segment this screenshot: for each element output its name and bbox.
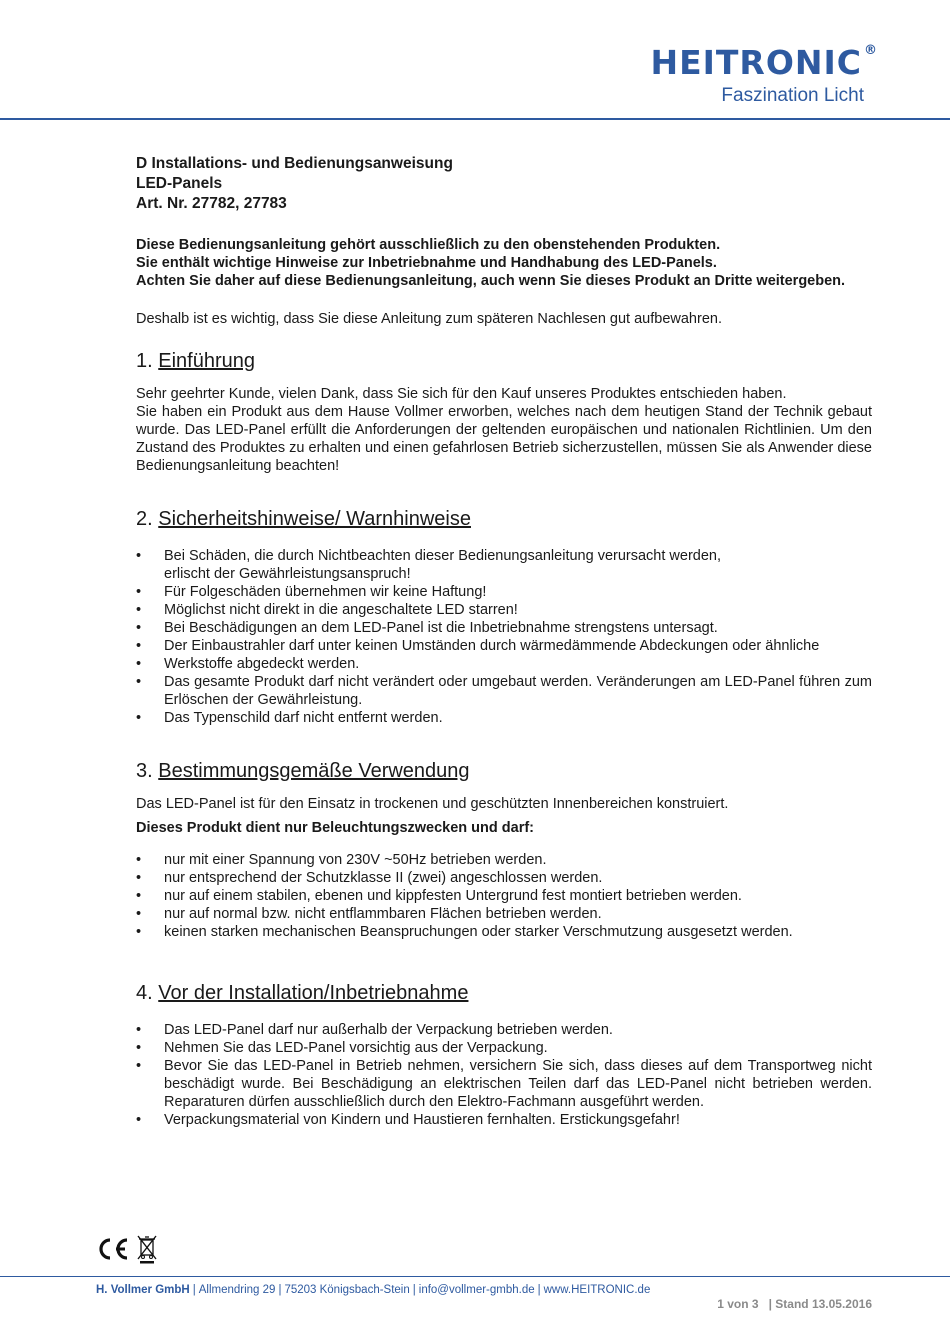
- footer-city: 75203 Königsbach-Stein: [284, 1284, 410, 1296]
- footer-page-info: [717, 1297, 872, 1311]
- intro-keep-note: Deshalb ist es wichtig, dass Sie diese Anleitung zum späteren Nachlesen gut aufbewahren.: [136, 311, 722, 327]
- footer-address: [96, 1284, 650, 1296]
- section-1-para2: Sie haben ein Produkt aus dem Hause Vollmer erworben, welches nach dem heutigen Stand der Technik gebaut wurde. Das LED-Panel erfüllt die Anforderungen der geltenden europäischen und nationalen Richtlinien. Um den Zustand des Produktes zu erhalten und einen gefahrlosen Betrieb sicherzustellen, müssen Sie als Anwender diese Bedienungsanleitung beachten!: [136, 404, 872, 474]
- doc-title-line3: Art. Nr. 27782, 27783: [136, 195, 287, 212]
- footer-separator: |: [412, 1284, 416, 1296]
- section-4-number: 4.: [136, 982, 153, 1004]
- list-item: • Der Einbaustrahler darf unter keinen Umständen durch wärmedämmende Abdeckungen oder ähnliche: [136, 637, 872, 655]
- doc-title-line1: D Installations- und Bedienungsanweisung: [136, 155, 453, 172]
- list-item: • Werkstoffe abgedeckt werden.: [136, 655, 872, 673]
- list-item: • Verpackungsmaterial von Kindern und Haustieren fernhalten. Erstickungsgefahr!: [136, 1111, 872, 1129]
- list-item: • nur mit einer Spannung von 230V ~50Hz betrieben werden.: [136, 851, 872, 869]
- list-item: • Bevor Sie das LED-Panel in Betrieb nehmen, versichern Sie sich, dass dieses auf dem Transportweg nicht beschädigt wurde. Bei Beschädigung an elektrischen Teilen darf das LED-Panel nicht betrieben werden. Reparaturen dürfen ausschließlich durch den Elektro-Fachmann ausgeführt werden.: [136, 1057, 872, 1111]
- page-number: 1 von 3: [717, 1297, 759, 1311]
- safety-list: [136, 547, 872, 727]
- section-3-para1: Das LED-Panel ist für den Einsatz in trockenen und geschützten Innenbereichen konstruiert.: [136, 796, 729, 812]
- list-item: • Für Folgeschäden übernehmen wir keine Haftung!: [136, 583, 872, 601]
- header-rule: [0, 118, 950, 120]
- installation-list: [136, 1021, 872, 1129]
- section-1-heading: [136, 349, 872, 373]
- section-3-title: Bestimmungsgemäße Verwendung: [158, 760, 470, 782]
- list-item: • nur auf normal bzw. nicht entflammbaren Flächen betrieben werden.: [136, 905, 872, 923]
- section-4-title: Vor der Installation/Inbetriebnahme: [158, 982, 469, 1004]
- list-item: • Nehmen Sie das LED-Panel vorsichtig aus der Verpackung.: [136, 1039, 872, 1057]
- section-1-title: Einführung: [158, 350, 255, 372]
- footer-separator: |: [537, 1284, 541, 1296]
- logo-wordmark: [650, 43, 878, 82]
- intro-line2: Sie enthält wichtige Hinweise zur Inbetriebnahme und Handhabung des LED-Panels.: [136, 255, 717, 271]
- doc-title-line2: LED-Panels: [136, 175, 223, 192]
- heitronic-logo: [650, 43, 878, 107]
- footer-rule: [0, 1276, 950, 1277]
- document-body: [136, 154, 872, 1129]
- intro-notice: [136, 236, 872, 290]
- section-3-number: 3.: [136, 760, 153, 782]
- intro-line1: Diese Bedienungsanleitung gehört ausschließlich zu den obenstehenden Produkten.: [136, 237, 721, 253]
- footer-web-link[interactable]: www.HEITRONIC.de: [543, 1284, 651, 1296]
- section-3-bold-intro: Dieses Produkt dient nur Beleuchtungszwecken und darf:: [136, 820, 535, 836]
- list-item: • nur entsprechend der Schutzklasse II (zwei) angeschlossen werden.: [136, 869, 872, 887]
- footer-separator: |: [192, 1284, 196, 1296]
- logo-tagline: Faszination Licht: [721, 85, 864, 106]
- intro-line3: Achten Sie daher auf diese Bedienungsanleitung, auch wenn Sie dieses Produkt an Dritte weitergeben.: [136, 273, 846, 289]
- footer-street: Allmendring 29: [198, 1284, 276, 1296]
- footer-email-link[interactable]: info@vollmer-gmbh.de: [418, 1284, 535, 1296]
- ce-mark-icon: [96, 1237, 130, 1261]
- usage-list: [136, 851, 872, 941]
- crossed-bin-icon: [136, 1234, 158, 1264]
- section-1-para1: Sehr geehrter Kunde, vielen Dank, dass Sie sich für den Kauf unseres Produktes entschieden haben.: [136, 386, 787, 402]
- list-item: • Das LED-Panel darf nur außerhalb der Verpackung betrieben werden.: [136, 1021, 872, 1039]
- section-4-heading: [136, 981, 872, 1005]
- section-2-heading: [136, 507, 872, 531]
- document-header: [136, 154, 872, 214]
- section-2-title: Sicherheitshinweise/ Warnhinweise: [158, 508, 471, 530]
- list-item: • Das gesamte Produkt darf nicht verändert oder umgebaut werden. Veränderungen am LED-Panel führen zum Erlöschen der Gewährleistung.: [136, 673, 872, 709]
- section-1-number: 1.: [136, 350, 153, 372]
- list-item: • nur auf einem stabilen, ebenen und kippfesten Untergrund fest montiert betrieben werden.: [136, 887, 872, 905]
- list-item: • Bei Beschädigungen an dem LED-Panel ist die Inbetriebnahme strengstens untersagt.: [136, 619, 872, 637]
- list-item: • Das Typenschild darf nicht entfernt werden.: [136, 709, 872, 727]
- section-3-heading: [136, 759, 872, 783]
- document-status: | Stand 13.05.2016: [768, 1297, 872, 1311]
- registered-mark: ®: [864, 43, 878, 58]
- list-item: • Möglichst nicht direkt in die angeschaltete LED starren!: [136, 601, 872, 619]
- footer-company: H. Vollmer GmbH: [96, 1284, 190, 1296]
- certification-icons: [96, 1234, 158, 1264]
- footer-separator: |: [278, 1284, 282, 1296]
- list-item: • Bei Schäden, die durch Nichtbeachten dieser Bedienungsanleitung verursacht werden, erlischt der Gewährleistungsanspruch!: [136, 547, 872, 583]
- section-2-number: 2.: [136, 508, 153, 530]
- logo-name: HEITRONIC: [650, 43, 862, 82]
- list-item: • keinen starken mechanischen Beanspruchungen oder starker Verschmutzung ausgesetzt werden.: [136, 923, 872, 941]
